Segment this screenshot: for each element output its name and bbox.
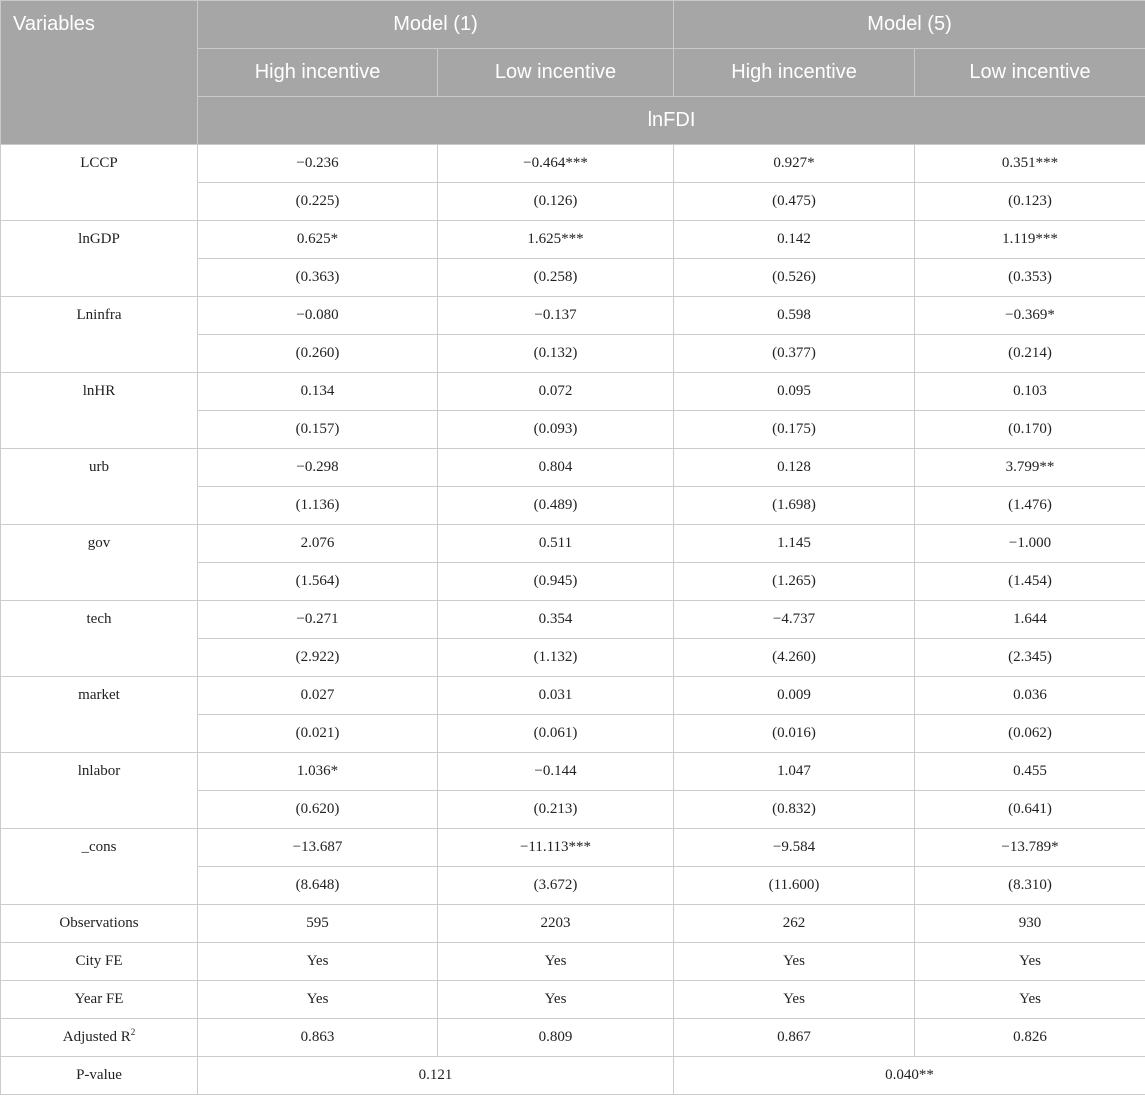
standard-error-cell: (0.214)	[915, 335, 1145, 373]
standard-error-cell: (0.945)	[438, 563, 674, 601]
pvalue-model1: 0.121	[198, 1057, 674, 1095]
coefficient-cell: 0.455	[915, 753, 1145, 791]
coef-row	[1, 601, 1145, 639]
variable-name: lnGDP	[1, 221, 198, 297]
standard-error-cell: (0.377)	[674, 335, 915, 373]
stat-label: City FE	[75, 953, 123, 969]
stat-label: Adjusted R	[62, 1029, 131, 1045]
coefficient-cell: 0.128	[674, 449, 915, 487]
stat-value: 930	[915, 905, 1145, 943]
dependent-variable-header: lnFDI	[198, 97, 1145, 145]
standard-error-cell: (0.061)	[438, 715, 674, 753]
stat-value: Yes	[198, 981, 438, 1019]
pvalue-label: P-value	[1, 1057, 198, 1095]
coefficient-cell: 0.009	[674, 677, 915, 715]
standard-error-cell: (0.353)	[915, 259, 1145, 297]
coefficient-cell: 1.119***	[915, 221, 1145, 259]
stat-name	[1, 1019, 198, 1057]
standard-error-cell: (1.132)	[438, 639, 674, 677]
standard-error-cell: (0.062)	[915, 715, 1145, 753]
coefficient-cell: 0.625*	[198, 221, 438, 259]
variable-name: urb	[1, 449, 198, 525]
stat-value: 0.863	[198, 1019, 438, 1057]
standard-error-cell: (1.454)	[915, 563, 1145, 601]
stat-value: Yes	[915, 981, 1145, 1019]
stat-label: Year FE	[74, 991, 124, 1007]
coef-row	[1, 677, 1145, 715]
stat-row	[1, 1019, 1145, 1057]
coefficient-cell: −11.113***	[438, 829, 674, 867]
coef-row	[1, 145, 1145, 183]
coef-row	[1, 373, 1145, 411]
variable-name: LCCP	[1, 145, 198, 221]
coefficient-cell: 3.799**	[915, 449, 1145, 487]
pvalue-row	[1, 1057, 1145, 1095]
standard-error-cell: (0.126)	[438, 183, 674, 221]
stat-value: Yes	[915, 943, 1145, 981]
stat-row	[1, 905, 1145, 943]
coefficient-cell: 0.351***	[915, 145, 1145, 183]
coefficient-cell: −0.298	[198, 449, 438, 487]
coefficient-cell: 0.354	[438, 601, 674, 639]
standard-error-cell: (1.265)	[674, 563, 915, 601]
coefficient-cell: −13.687	[198, 829, 438, 867]
coefficient-cell: −1.000	[915, 525, 1145, 563]
standard-error-cell: (0.832)	[674, 791, 915, 829]
standard-error-cell: (0.123)	[915, 183, 1145, 221]
stat-value: 595	[198, 905, 438, 943]
stat-value: 2203	[438, 905, 674, 943]
standard-error-cell: (0.489)	[438, 487, 674, 525]
coef-row	[1, 221, 1145, 259]
standard-error-cell: (0.157)	[198, 411, 438, 449]
standard-error-cell: (1.698)	[674, 487, 915, 525]
stat-value: Yes	[438, 981, 674, 1019]
standard-error-cell: (0.175)	[674, 411, 915, 449]
standard-error-cell: (0.016)	[674, 715, 915, 753]
standard-error-cell: (0.021)	[198, 715, 438, 753]
variable-name: lnlabor	[1, 753, 198, 829]
coefficient-cell: 0.134	[198, 373, 438, 411]
standard-error-cell: (8.648)	[198, 867, 438, 905]
stat-value: Yes	[674, 943, 915, 981]
coefficient-cell: 0.927*	[674, 145, 915, 183]
stat-name	[1, 981, 198, 1019]
pvalue-model5: 0.040**	[674, 1057, 1145, 1095]
subcol-header: High incentive	[674, 49, 915, 97]
table-header	[1, 1, 1145, 145]
standard-error-cell: (8.310)	[915, 867, 1145, 905]
stat-label: Observations	[59, 915, 139, 931]
coefficient-cell: −0.271	[198, 601, 438, 639]
coef-row	[1, 829, 1145, 867]
coefficient-cell: −0.137	[438, 297, 674, 335]
coefficient-cell: 0.095	[674, 373, 915, 411]
coefficient-cell: 0.511	[438, 525, 674, 563]
standard-error-cell: (0.258)	[438, 259, 674, 297]
variable-name: market	[1, 677, 198, 753]
standard-error-cell: (0.132)	[438, 335, 674, 373]
stat-value: Yes	[198, 943, 438, 981]
coefficient-cell: 2.076	[198, 525, 438, 563]
model1-header: Model (1)	[198, 1, 674, 49]
standard-error-cell: (2.922)	[198, 639, 438, 677]
coef-row	[1, 753, 1145, 791]
coef-row	[1, 449, 1145, 487]
stat-name	[1, 905, 198, 943]
coefficient-cell: 1.644	[915, 601, 1145, 639]
coef-row	[1, 297, 1145, 335]
subcol-header: Low incentive	[915, 49, 1145, 97]
coefficient-cell: −4.737	[674, 601, 915, 639]
variable-name: tech	[1, 601, 198, 677]
superscript: 2	[130, 1027, 136, 1037]
standard-error-cell: (1.136)	[198, 487, 438, 525]
coefficient-cell: −0.369*	[915, 297, 1145, 335]
standard-error-cell: (0.170)	[915, 411, 1145, 449]
coefficient-cell: 0.142	[674, 221, 915, 259]
coefficient-cell: 1.047	[674, 753, 915, 791]
coefficient-cell: 0.804	[438, 449, 674, 487]
stat-name	[1, 943, 198, 981]
standard-error-cell: (3.672)	[438, 867, 674, 905]
stat-row	[1, 981, 1145, 1019]
variable-name: _cons	[1, 829, 198, 905]
subcol-header: High incentive	[198, 49, 438, 97]
coefficient-cell: 0.027	[198, 677, 438, 715]
coefficient-cell: 0.036	[915, 677, 1145, 715]
stat-value: 0.867	[674, 1019, 915, 1057]
standard-error-cell: (1.564)	[198, 563, 438, 601]
standard-error-cell: (0.363)	[198, 259, 438, 297]
subcol-header: Low incentive	[438, 49, 674, 97]
standard-error-cell: (11.600)	[674, 867, 915, 905]
standard-error-cell: (0.213)	[438, 791, 674, 829]
stat-value: 0.826	[915, 1019, 1145, 1057]
coefficient-cell: 0.031	[438, 677, 674, 715]
table-body	[1, 145, 1145, 1095]
stat-value: 262	[674, 905, 915, 943]
standard-error-cell: (0.093)	[438, 411, 674, 449]
coefficient-cell: 0.598	[674, 297, 915, 335]
coefficient-cell: 1.145	[674, 525, 915, 563]
standard-error-cell: (0.475)	[674, 183, 915, 221]
coefficient-cell: 0.072	[438, 373, 674, 411]
stat-row	[1, 943, 1145, 981]
coefficient-cell: −0.464***	[438, 145, 674, 183]
standard-error-cell: (0.225)	[198, 183, 438, 221]
stat-value: Yes	[674, 981, 915, 1019]
standard-error-cell: (0.526)	[674, 259, 915, 297]
stat-value: Yes	[438, 943, 674, 981]
standard-error-cell: (0.641)	[915, 791, 1145, 829]
standard-error-cell: (1.476)	[915, 487, 1145, 525]
coefficient-cell: −0.144	[438, 753, 674, 791]
model5-header: Model (5)	[674, 1, 1145, 49]
variable-name: Lninfra	[1, 297, 198, 373]
standard-error-cell: (0.620)	[198, 791, 438, 829]
coefficient-cell: 1.625***	[438, 221, 674, 259]
coefficient-cell: 0.103	[915, 373, 1145, 411]
variable-name: lnHR	[1, 373, 198, 449]
standard-error-cell: (4.260)	[674, 639, 915, 677]
stat-value: 0.809	[438, 1019, 674, 1057]
standard-error-cell: (2.345)	[915, 639, 1145, 677]
standard-error-cell: (0.260)	[198, 335, 438, 373]
coefficient-cell: −13.789*	[915, 829, 1145, 867]
coefficient-cell: 1.036*	[198, 753, 438, 791]
coefficient-cell: −0.236	[198, 145, 438, 183]
coefficient-cell: −0.080	[198, 297, 438, 335]
variable-name: gov	[1, 525, 198, 601]
variables-header: Variables	[1, 1, 198, 145]
coefficient-cell: −9.584	[674, 829, 915, 867]
coef-row	[1, 525, 1145, 563]
